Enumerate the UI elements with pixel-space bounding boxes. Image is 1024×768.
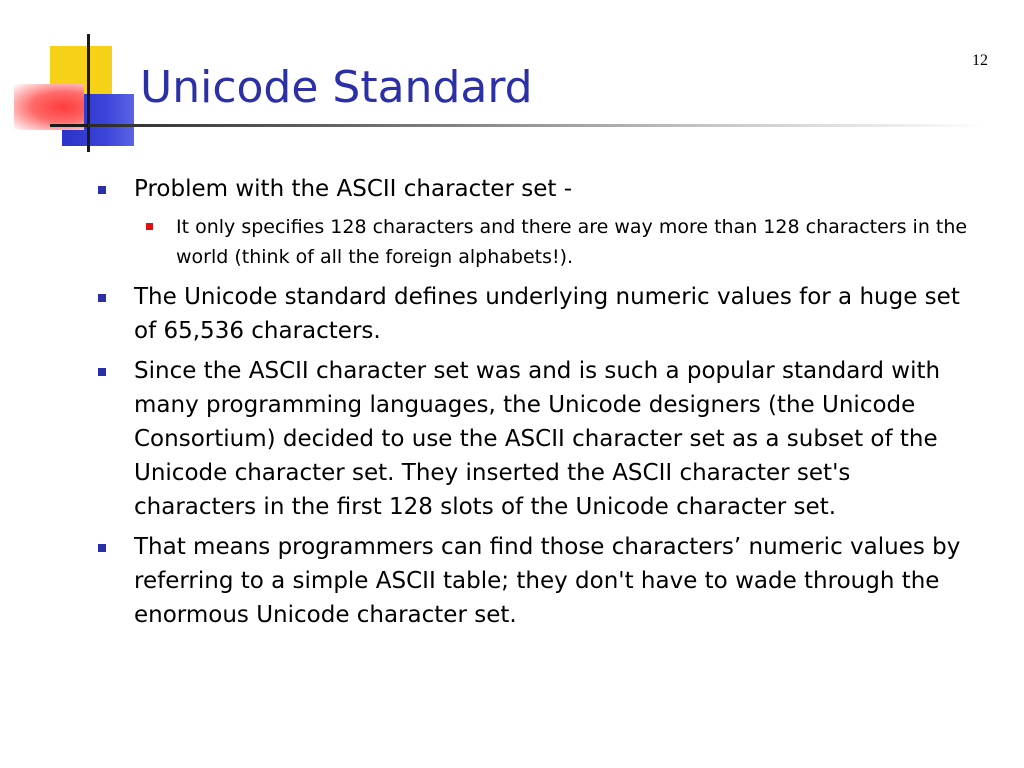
slide-title: Unicode Standard (140, 62, 533, 113)
bullet-square-icon (98, 186, 106, 194)
bullet-item (98, 530, 968, 632)
sub-bullet-item (144, 212, 968, 272)
bullet-square-icon (98, 294, 106, 302)
title-underline (88, 124, 988, 127)
bullet-item (98, 172, 968, 206)
bullet-text: Since the ASCII character set was and is such a popular standard with many programming languages, the Unicode designers (the Unicode Consortium) decided to use the ASCII character set as a subset of the Unicode character set. They inserted the ASCII character set's characters in the first 128 slots of the Unicode character set. (134, 358, 941, 520)
page-number: 12 (972, 52, 988, 69)
decorative-logo (0, 0, 150, 160)
bullet-item (98, 354, 968, 524)
bullet-text: Problem with the ASCII character set - (134, 176, 572, 202)
sub-bullet-square-icon (146, 223, 153, 230)
bullet-square-icon (98, 368, 106, 376)
sub-bullet-text: It only specifies 128 characters and there are way more than 128 characters in the world (think of all the foreign alphabets!). (176, 216, 968, 268)
bullet-text: The Unicode standard defines underlying numeric values for a huge set of 65,536 characters. (134, 284, 960, 344)
logo-vertical-line (87, 34, 90, 152)
bullet-list (98, 172, 968, 638)
bullet-text: That means programmers can find those characters’ numeric values by referring to a simple ASCII table; they don't have to wade through the enormous Unicode character set. (134, 534, 961, 628)
bullet-item (98, 280, 968, 348)
bullet-square-icon (98, 544, 106, 552)
